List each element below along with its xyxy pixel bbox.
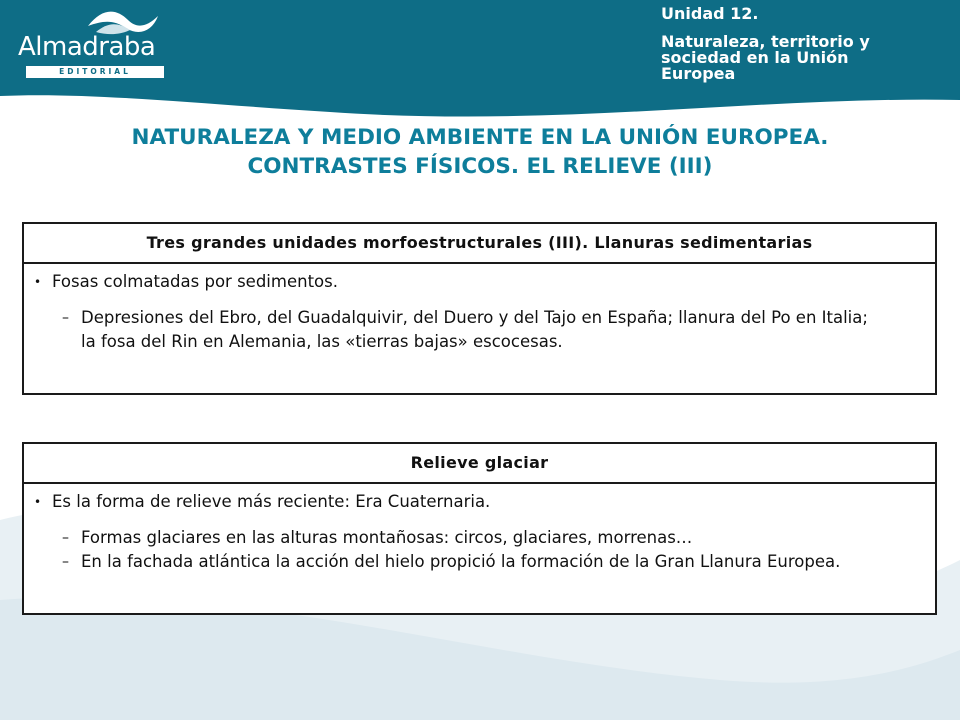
dash-item [24, 526, 881, 550]
dash-item [24, 306, 881, 354]
bullet-icon: • [34, 495, 42, 509]
dash-text: Depresiones del Ebro, del Guadalquivir, del Duero y del Tajo en España; llanura del Po en Italia; la fosa del Rin en Alemania, las «tierras bajas» escocesas. [81, 308, 868, 351]
bullet-text: Fosas colmatadas por sedimentos. [52, 272, 338, 291]
bullet-item [24, 270, 935, 294]
box-heading: Tres grandes unidades morfoestructurales (III). Llanuras sedimentarias [24, 224, 935, 264]
dash-text: En la fachada atlántica la acción del hielo propició la formación de la Gran Llanura Europea. [81, 552, 841, 571]
logo-subtitle: EDITORIAL [26, 66, 164, 78]
unit-subtitle: Naturaleza, territorio y sociedad en la Unión Europea [661, 32, 870, 83]
page-title-line-1: NATURALEZA Y MEDIO AMBIENTE EN LA UNIÓN EUROPEA. [131, 125, 829, 150]
bullet-item [24, 490, 935, 514]
bullet-text: Es la forma de relieve más reciente: Era Cuaternaria. [52, 492, 491, 511]
unit-title: Unidad 12. [661, 4, 759, 23]
dash-icon: – [62, 310, 69, 326]
page-title [0, 123, 960, 181]
sedimentary-plains-box [22, 222, 937, 395]
unit-info [661, 4, 921, 82]
dash-icon: – [62, 554, 69, 570]
glacial-relief-box [22, 442, 937, 615]
box-heading: Relieve glaciar [24, 444, 935, 484]
bullet-icon: • [34, 275, 42, 289]
page-title-line-2: CONTRASTES FÍSICOS. EL RELIEVE (III) [247, 154, 713, 179]
logo-wordmark: Almadraba [18, 32, 156, 62]
dash-item [24, 550, 881, 574]
dash-icon: – [62, 530, 69, 546]
almadraba-logo [18, 6, 163, 76]
dash-text: Formas glaciares en las alturas montañosas: circos, glaciares, morrenas… [81, 528, 693, 547]
